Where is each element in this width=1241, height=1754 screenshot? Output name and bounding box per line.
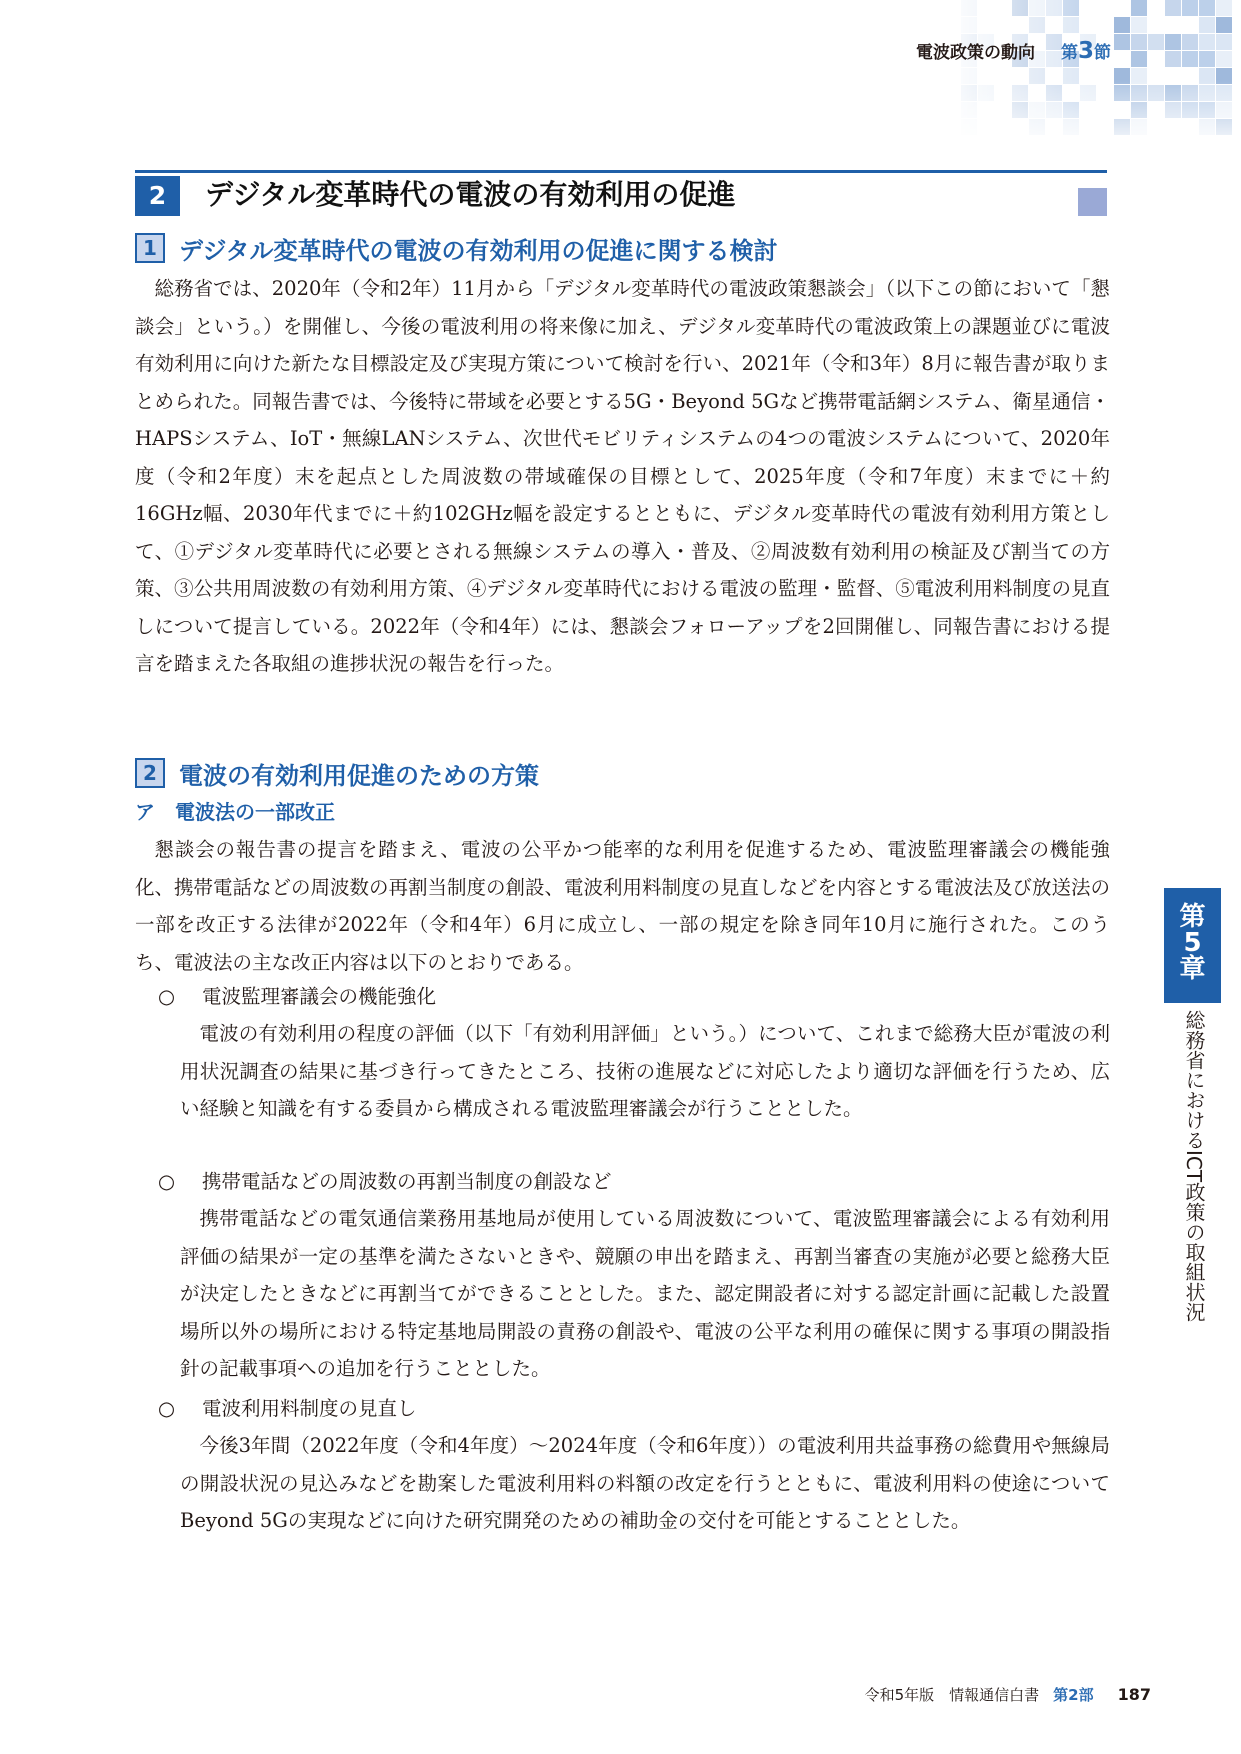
bullet-item-2 xyxy=(158,1163,612,1200)
mosaic-tile xyxy=(1131,17,1147,33)
subsection-2-number: 2 xyxy=(135,758,165,788)
chapter-title-vertical: 総務省におけるICT政策の取組状況 xyxy=(1182,1010,1206,1323)
bullet-item-1 xyxy=(158,978,436,1015)
mosaic-tile xyxy=(1199,0,1215,16)
bullet-title: 携帯電話などの周波数の再割当制度の創設など xyxy=(202,1170,612,1193)
mosaic-tile xyxy=(1165,51,1181,67)
chapter-tab-label: 第 5 章 xyxy=(1179,902,1206,984)
mosaic-tile xyxy=(1148,34,1164,50)
footer-part: 第2部 xyxy=(1053,1686,1094,1704)
mosaic-tile xyxy=(1182,0,1198,16)
mosaic-tile xyxy=(1114,17,1130,33)
running-header-title: 電波政策の動向 xyxy=(915,43,1035,63)
page-number: 187 xyxy=(1117,1685,1151,1704)
mosaic-tile xyxy=(1216,51,1232,67)
running-header-section: 第3節 xyxy=(1060,38,1111,64)
bullet-mark: ○ xyxy=(158,1397,176,1420)
section-heading xyxy=(135,170,1107,220)
subsection-2-heading xyxy=(135,755,539,791)
mosaic-tile xyxy=(1182,51,1198,67)
mosaic-tile xyxy=(1114,34,1130,50)
subsection-2-title: 電波の有効利用促進のための方策 xyxy=(179,761,539,790)
section-title: デジタル変革時代の電波の有効利用の促進 xyxy=(205,178,736,211)
subsection-1-number: 1 xyxy=(135,233,165,263)
bullet-item-3-body: 今後3年間（2022年度（令和4年度）～2024年度（令和6年度））の電波利用共益事務の総費用や無線局の開設状況の見込みなどを勘案した電波利用料の料額の改定を行うとともに、電波利用料の使途についてBeyond 5Gの実現などに向けた研究開発のための補助金の交付を可能とすることとした。 xyxy=(180,1434,1110,1532)
subheading-a: ア 電波法の一部改正 xyxy=(135,800,335,824)
bullet-item-2-body: 携帯電話などの電気通信業務用基地局が使用している周波数について、電波監理審議会による有効利用評価の結果が一定の基準を満たさないときや、競願の申出を踏まえ、再割当審査の実施が必要と総務大臣が決定したときなどに再割当てができることとした。また、認定開設者に対する認定計画に記載した設置場所以外の場所における特定基地局開設の責務の創設や、電波の公平な利用の確保に関する事項の開設指針の記載事項への追加を行うこととした。 xyxy=(180,1207,1110,1380)
section-number-badge: 2 xyxy=(135,176,180,216)
bullet-item-1-body: 電波の有効利用の程度の評価（以下「有効利用評価」という。）について、これまで総務大臣が電波の利用状況調査の結果に基づき行ってきたところ、技術の進展などに対応したより適切な評価を行うため、広い経験と知識を有する委員から構成される電波監理審議会が行うこととした。 xyxy=(180,1022,1110,1120)
mosaic-tile xyxy=(1165,0,1181,16)
section-heading-end-box xyxy=(1078,188,1107,216)
bullet-item-3 xyxy=(158,1390,417,1427)
section-heading-rule xyxy=(135,170,1107,173)
subsection-1-title: デジタル変革時代の電波の有効利用の促進に関する検討 xyxy=(179,236,778,265)
mosaic-tile xyxy=(1216,0,1232,16)
header-mosaic-decoration xyxy=(941,0,1241,150)
mosaic-tile xyxy=(1199,34,1215,50)
mosaic-tile xyxy=(1216,34,1232,50)
bullet-title: 電波利用料制度の見直し xyxy=(202,1397,417,1420)
mosaic-tile xyxy=(1131,34,1147,50)
mosaic-tile xyxy=(1199,51,1215,67)
bullet-mark: ○ xyxy=(158,985,176,1008)
subsection-2-intro: 懇談会の報告書の提言を踏まえ、電波の公平かつ能率的な利用を促進するため、電波監理審議会の機能強化、携帯電話などの周波数の再割当制度の創設、電波利用料制度の見直しなどを内容とする電波法及び放送法の一部を改正する法律が2022年（令和4年）6月に成立し、一部の規定を除き同年10月に施行された。このうち、電波法の主な改正内容は以下のとおりである。 xyxy=(135,838,1111,974)
mosaic-tile xyxy=(1131,0,1147,16)
mosaic-tile xyxy=(1131,51,1147,67)
mosaic-tile xyxy=(1182,34,1198,50)
subsection-1-heading xyxy=(135,230,778,266)
page-footer xyxy=(865,1684,1151,1705)
footer-publication: 令和5年版 情報通信白書 xyxy=(864,1686,1040,1704)
running-header xyxy=(916,38,1111,64)
bullet-mark: ○ xyxy=(158,1170,176,1193)
subsection-1-paragraph: 総務省では、2020年（令和2年）11月から「デジタル変革時代の電波政策懇談会」（以下この節において「懇談会」という。）を開催し、今後の電波利用の将来像に加え、デジタル変革時代の電波政策上の課題並びに電波有効利用に向けた新たな目標設定及び実現方策について検討を行い、2021年（令和3年）8月に報告書が取りまとめられた。同報告書では、今後特に帯域を必要とする5G・Beyond 5Gなど携帯電話網システム、衛星通信・HAPSシステム、IoT・無線LANシステム、次世代モビリティシステムの4つの電波システムについて、2020年度（令和2年度）末を起点とした周波数の帯域確保の目標として、2025年度（令和7年度）末までに＋約16GHz幅、2030年代までに＋約102GHz幅を設定するとともに、デジタル変革時代の電波有効利用方策として、①デジタル変革時代に必要とされる無線システムの導入・普及、②周波数有効利用の検証及び割当ての方策、③公共用周波数の有効利用方策、④デジタル変革時代における電波の監理・監督、⑤電波利用料制度の見直しについて提言している。2022年（令和4年）には、懇談会フォローアップを2回開催し、同報告書における提言を踏まえた各取組の進捗状況の報告を行った。 xyxy=(135,277,1110,675)
chapter-tab xyxy=(1164,888,1221,1003)
bullet-title: 電波監理審議会の機能強化 xyxy=(202,985,437,1008)
mosaic-tile xyxy=(1216,17,1232,33)
mosaic-tile xyxy=(1199,17,1215,33)
mosaic-tile xyxy=(1165,34,1181,50)
